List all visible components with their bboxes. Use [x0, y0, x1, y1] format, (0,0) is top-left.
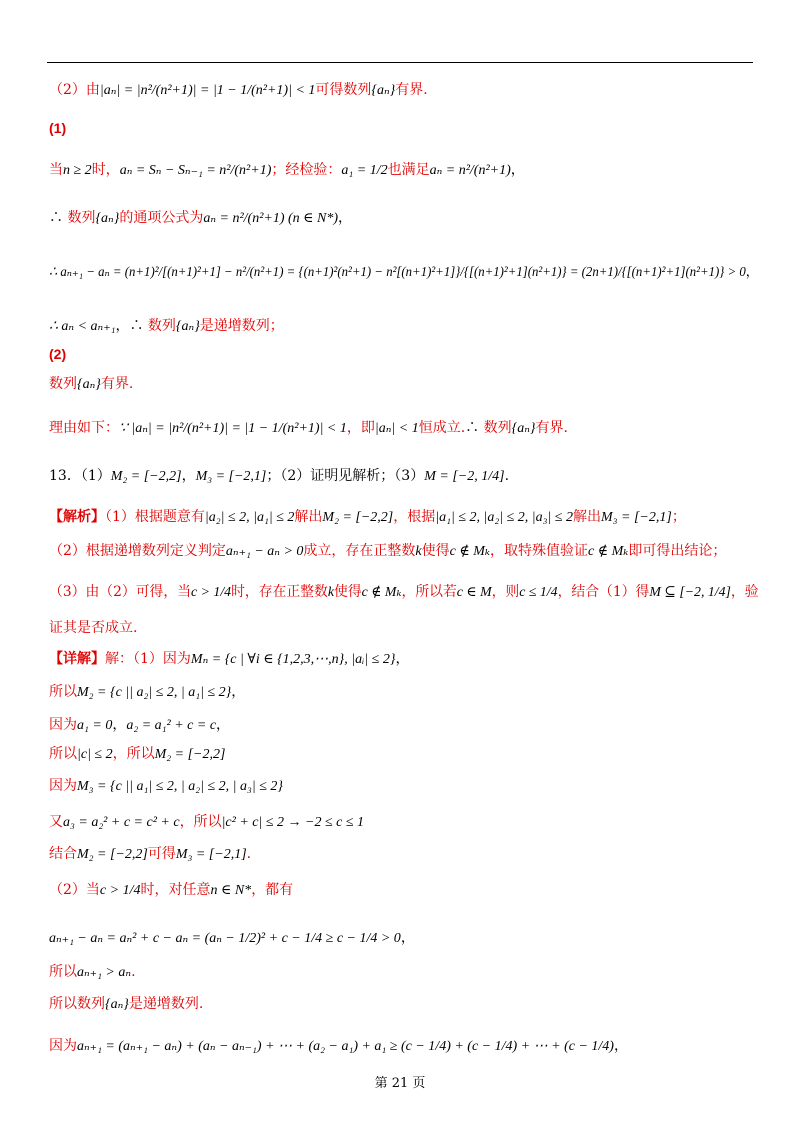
- math-expression: aₙ = n²/(n²+1) (n ∈ N*): [203, 211, 339, 226]
- text-segment: ，所以: [179, 814, 222, 830]
- text-segment: 使得: [333, 584, 362, 600]
- text-segment: 也满足: [387, 162, 430, 178]
- math-expression: c ≤ 1/4: [519, 585, 558, 600]
- line-6: [49, 344, 66, 365]
- text-segment: 数列: [67, 210, 96, 226]
- text-segment: 解出: [573, 509, 601, 525]
- text-segment: ，则: [491, 584, 520, 600]
- math-expression: |c² + c| ≤ 2 → −2 ≤ c ≤ 1: [221, 815, 365, 830]
- line-23: [49, 962, 136, 983]
- text-segment: ，取特殊值验证: [490, 543, 588, 559]
- math-expression: aₙ = Sₙ − Sₙ₋₁ = n²/(n²+1): [119, 163, 272, 178]
- math-expression: k: [415, 544, 422, 559]
- line-17: [49, 744, 225, 765]
- math-expression: M₂ = [−2,2]: [154, 747, 226, 762]
- text-segment: 成立，存在正整数: [303, 543, 416, 559]
- line-19: [49, 812, 364, 833]
- line-0: [49, 80, 428, 101]
- line-22: [49, 928, 415, 949]
- text-segment: （2）根据递增数列定义判定: [49, 543, 226, 559]
- math-expression: k: [327, 585, 334, 600]
- math-expression: c ∉ Mₖ: [449, 544, 490, 559]
- text-segment: ，都有: [251, 882, 294, 898]
- text-segment: 因为: [49, 1038, 77, 1054]
- text-segment: (1): [49, 120, 67, 136]
- text-segment: ，所以若: [401, 584, 457, 600]
- text-segment: 有界.: [100, 376, 134, 392]
- page-number: 第 21 页: [374, 1076, 426, 1091]
- text-segment: 所以: [49, 684, 77, 700]
- math-expression: {aₙ}: [105, 997, 129, 1012]
- math-expression: aₙ₊₁ − aₙ > 0: [225, 544, 304, 559]
- text-segment: 所以: [49, 746, 77, 762]
- math-expression: n ≥ 2: [63, 163, 92, 178]
- text-segment: ，: [510, 162, 525, 178]
- text-segment: ，: [181, 468, 196, 484]
- math-expression: M₂ = [−2,2]: [322, 510, 394, 525]
- text-segment: 因为: [49, 778, 77, 794]
- text-segment: 可得: [147, 846, 176, 862]
- line-12: [49, 582, 759, 603]
- math-expression: M₂ = [−2,2]: [110, 469, 182, 484]
- math-expression: aₙ₊₁ = (aₙ₊₁ − aₙ) + (aₙ − aₙ₋₁) + ⋯ + (a₂ − a₁) + a₁ ≥ (c − 1/4) + (c − 1/4) + ⋯ + (c − 1/4): [77, 1039, 614, 1054]
- line-3: [49, 208, 352, 229]
- text-segment: （1）根据题意有: [105, 509, 205, 525]
- math-expression: M₂ = {c || a₂| ≤ 2, | a₁| ≤ 2}: [77, 685, 232, 700]
- math-expression: M = [−2, 1/4]: [424, 469, 505, 484]
- text-segment: 证其是否成立.: [49, 620, 138, 636]
- math-expression: M ⊆ [−2, 1/4]: [649, 585, 731, 600]
- math-expression: aₙ = n²/(n²+1): [429, 163, 511, 178]
- math-expression: aₙ₊₁ > aₙ: [77, 965, 132, 980]
- text-segment: 有界.: [395, 82, 428, 98]
- text-segment: 解：（1）因为: [105, 651, 191, 667]
- text-segment: 因为: [49, 717, 77, 733]
- math-expression: M₂ = [−2,2]: [77, 847, 148, 862]
- text-segment: .: [131, 964, 136, 980]
- line-16: [49, 715, 230, 736]
- text-segment: ；: [671, 509, 686, 525]
- text-segment: 有界.: [535, 420, 568, 436]
- text-segment: ，: [395, 651, 410, 667]
- math-expression: M₃ = [−2,1]: [175, 847, 247, 862]
- math-expression: {aₙ}: [371, 83, 396, 98]
- text-segment: 即可得出结论；: [628, 543, 727, 559]
- text-segment: ，: [338, 210, 353, 226]
- text-segment: 数列: [49, 376, 77, 392]
- line-2: [49, 160, 525, 181]
- line-24: [49, 994, 203, 1015]
- text-segment: 结合: [49, 846, 77, 862]
- text-segment: ∴: [465, 420, 484, 436]
- text-segment: ，根据: [393, 509, 436, 525]
- text-segment: 理由如下：: [49, 420, 119, 436]
- text-segment: ，结合（1）得: [557, 584, 650, 600]
- text-segment: 使得: [421, 543, 450, 559]
- math-expression: a₁ = 0: [77, 718, 113, 733]
- text-segment: 又: [49, 814, 63, 830]
- text-segment: （2）由: [49, 82, 100, 98]
- math-expression: c ∈ M: [456, 585, 492, 600]
- math-expression: M₃ = {c || a₁| ≤ 2, | a₂| ≤ 2, | a₃| ≤ 2}: [77, 779, 283, 794]
- line-9: [49, 466, 509, 487]
- text-segment: 是递增数列.: [128, 996, 204, 1012]
- line-20: [49, 844, 251, 865]
- text-segment: 13．（1）: [49, 468, 111, 484]
- line-15: [49, 682, 245, 703]
- text-segment: (2): [49, 346, 67, 362]
- text-segment: 数列: [147, 318, 176, 334]
- math-expression: {aₙ}: [175, 319, 200, 334]
- text-segment: 可得数列: [315, 82, 372, 98]
- text-segment: 【解析】: [49, 508, 105, 524]
- math-expression: c ∉ Mₖ: [588, 544, 629, 559]
- text-segment: 所以数列: [49, 996, 105, 1012]
- line-11: [49, 541, 726, 562]
- line-8: [49, 418, 568, 439]
- text-segment: .: [246, 846, 252, 862]
- math-expression: M₃ = [−2,1]: [601, 510, 672, 525]
- text-segment: 数列: [483, 420, 512, 436]
- line-1: [49, 118, 66, 139]
- line-5: [49, 316, 284, 337]
- line-25: [49, 1036, 628, 1057]
- math-expression: Mₙ = {c | ∀i ∈ {1,2,3,⋯,n}, |aᵢ| ≤ 2}: [190, 652, 396, 667]
- text-segment: 所以: [49, 964, 77, 980]
- math-expression: |c| ≤ 2: [77, 747, 113, 762]
- math-expression: |a₁| ≤ 2, |a₂| ≤ 2, |a₃| ≤ 2: [435, 510, 573, 525]
- text-segment: （3）由（2）可得，当: [49, 584, 192, 600]
- text-segment: ，: [231, 684, 246, 700]
- math-expression: {aₙ}: [511, 421, 536, 436]
- text-segment: 当: [49, 162, 63, 178]
- text-segment: ，验: [730, 584, 759, 600]
- header-rule: [47, 62, 753, 63]
- math-expression: {aₙ}: [77, 377, 101, 392]
- math-expression: c ∉ Mₖ: [361, 585, 402, 600]
- text-segment: ；经检验：: [271, 162, 342, 178]
- line-4: [49, 262, 759, 283]
- text-segment: ，即: [346, 420, 375, 436]
- text-segment: ，∴: [115, 318, 148, 334]
- math-expression: ∴ aₙ₊₁ − aₙ = (n+1)²/[(n+1)²+1] − n²/(n²+1) = {(n+1)²(n²+1) − n²[(n+1)²+1]}/{[(n+1)²+1](n²+1)} = (2n+1)/{[(n+1)²+1](n²+1)} > 0: [49, 265, 746, 280]
- text-segment: ，: [400, 930, 415, 946]
- line-13: [49, 618, 137, 638]
- text-segment: .: [504, 468, 510, 484]
- text-segment: 时，: [91, 162, 120, 178]
- text-segment: ，: [216, 717, 231, 733]
- line-18: [49, 776, 283, 797]
- math-expression: |aₙ| = |n²/(n²+1)| = |1 − 1/(n²+1)| < 1: [99, 83, 316, 98]
- line-7: [49, 374, 133, 395]
- line-21: [49, 880, 293, 901]
- math-expression: aₙ₊₁ − aₙ = aₙ² + c − aₙ = (aₙ − 1/2)² + c − 1/4 ≥ c − 1/4 > 0: [49, 931, 401, 946]
- text-segment: 是递增数列；: [199, 318, 284, 334]
- text-segment: ，: [613, 1038, 628, 1054]
- math-expression: c > 1/4: [99, 883, 141, 898]
- text-segment: （2）当: [49, 882, 100, 898]
- math-expression: |a₂| ≤ 2, |a₁| ≤ 2: [204, 510, 295, 525]
- math-expression: a₃ = a₂² + c = c² + c: [63, 815, 180, 830]
- math-expression: n ∈ N*: [210, 883, 252, 898]
- text-segment: 的通项公式为: [119, 210, 204, 226]
- text-segment: ；（2）证明见解析；（3）: [266, 468, 425, 484]
- text-segment: ，所以: [112, 746, 155, 762]
- text-segment: 【详解】: [49, 650, 105, 666]
- text-segment: ，: [745, 264, 759, 280]
- text-segment: 时，存在正整数: [231, 584, 328, 600]
- math-expression: ∵ |aₙ| = |n²/(n²+1)| = |1 − 1/(n²+1)| < 1: [119, 421, 347, 436]
- math-expression: a₂ = a₁² + c = c: [126, 718, 217, 733]
- text-segment: 解出: [294, 509, 323, 525]
- math-expression: {aₙ}: [95, 211, 120, 226]
- line-14: [49, 648, 409, 670]
- math-expression: |aₙ| < 1: [374, 421, 419, 436]
- text-segment: ∴: [49, 210, 68, 226]
- math-expression: c > 1/4: [191, 585, 232, 600]
- line-10: [49, 506, 686, 528]
- text-segment: 恒成立.: [418, 420, 466, 436]
- text-segment: 时，对任意: [140, 882, 211, 898]
- math-expression: M₃ = [−2,1]: [195, 469, 267, 484]
- math-expression: a₁ = 1/2: [341, 163, 388, 178]
- math-expression: ∴ aₙ < aₙ₊₁: [49, 319, 116, 334]
- text-segment: ，: [112, 717, 127, 733]
